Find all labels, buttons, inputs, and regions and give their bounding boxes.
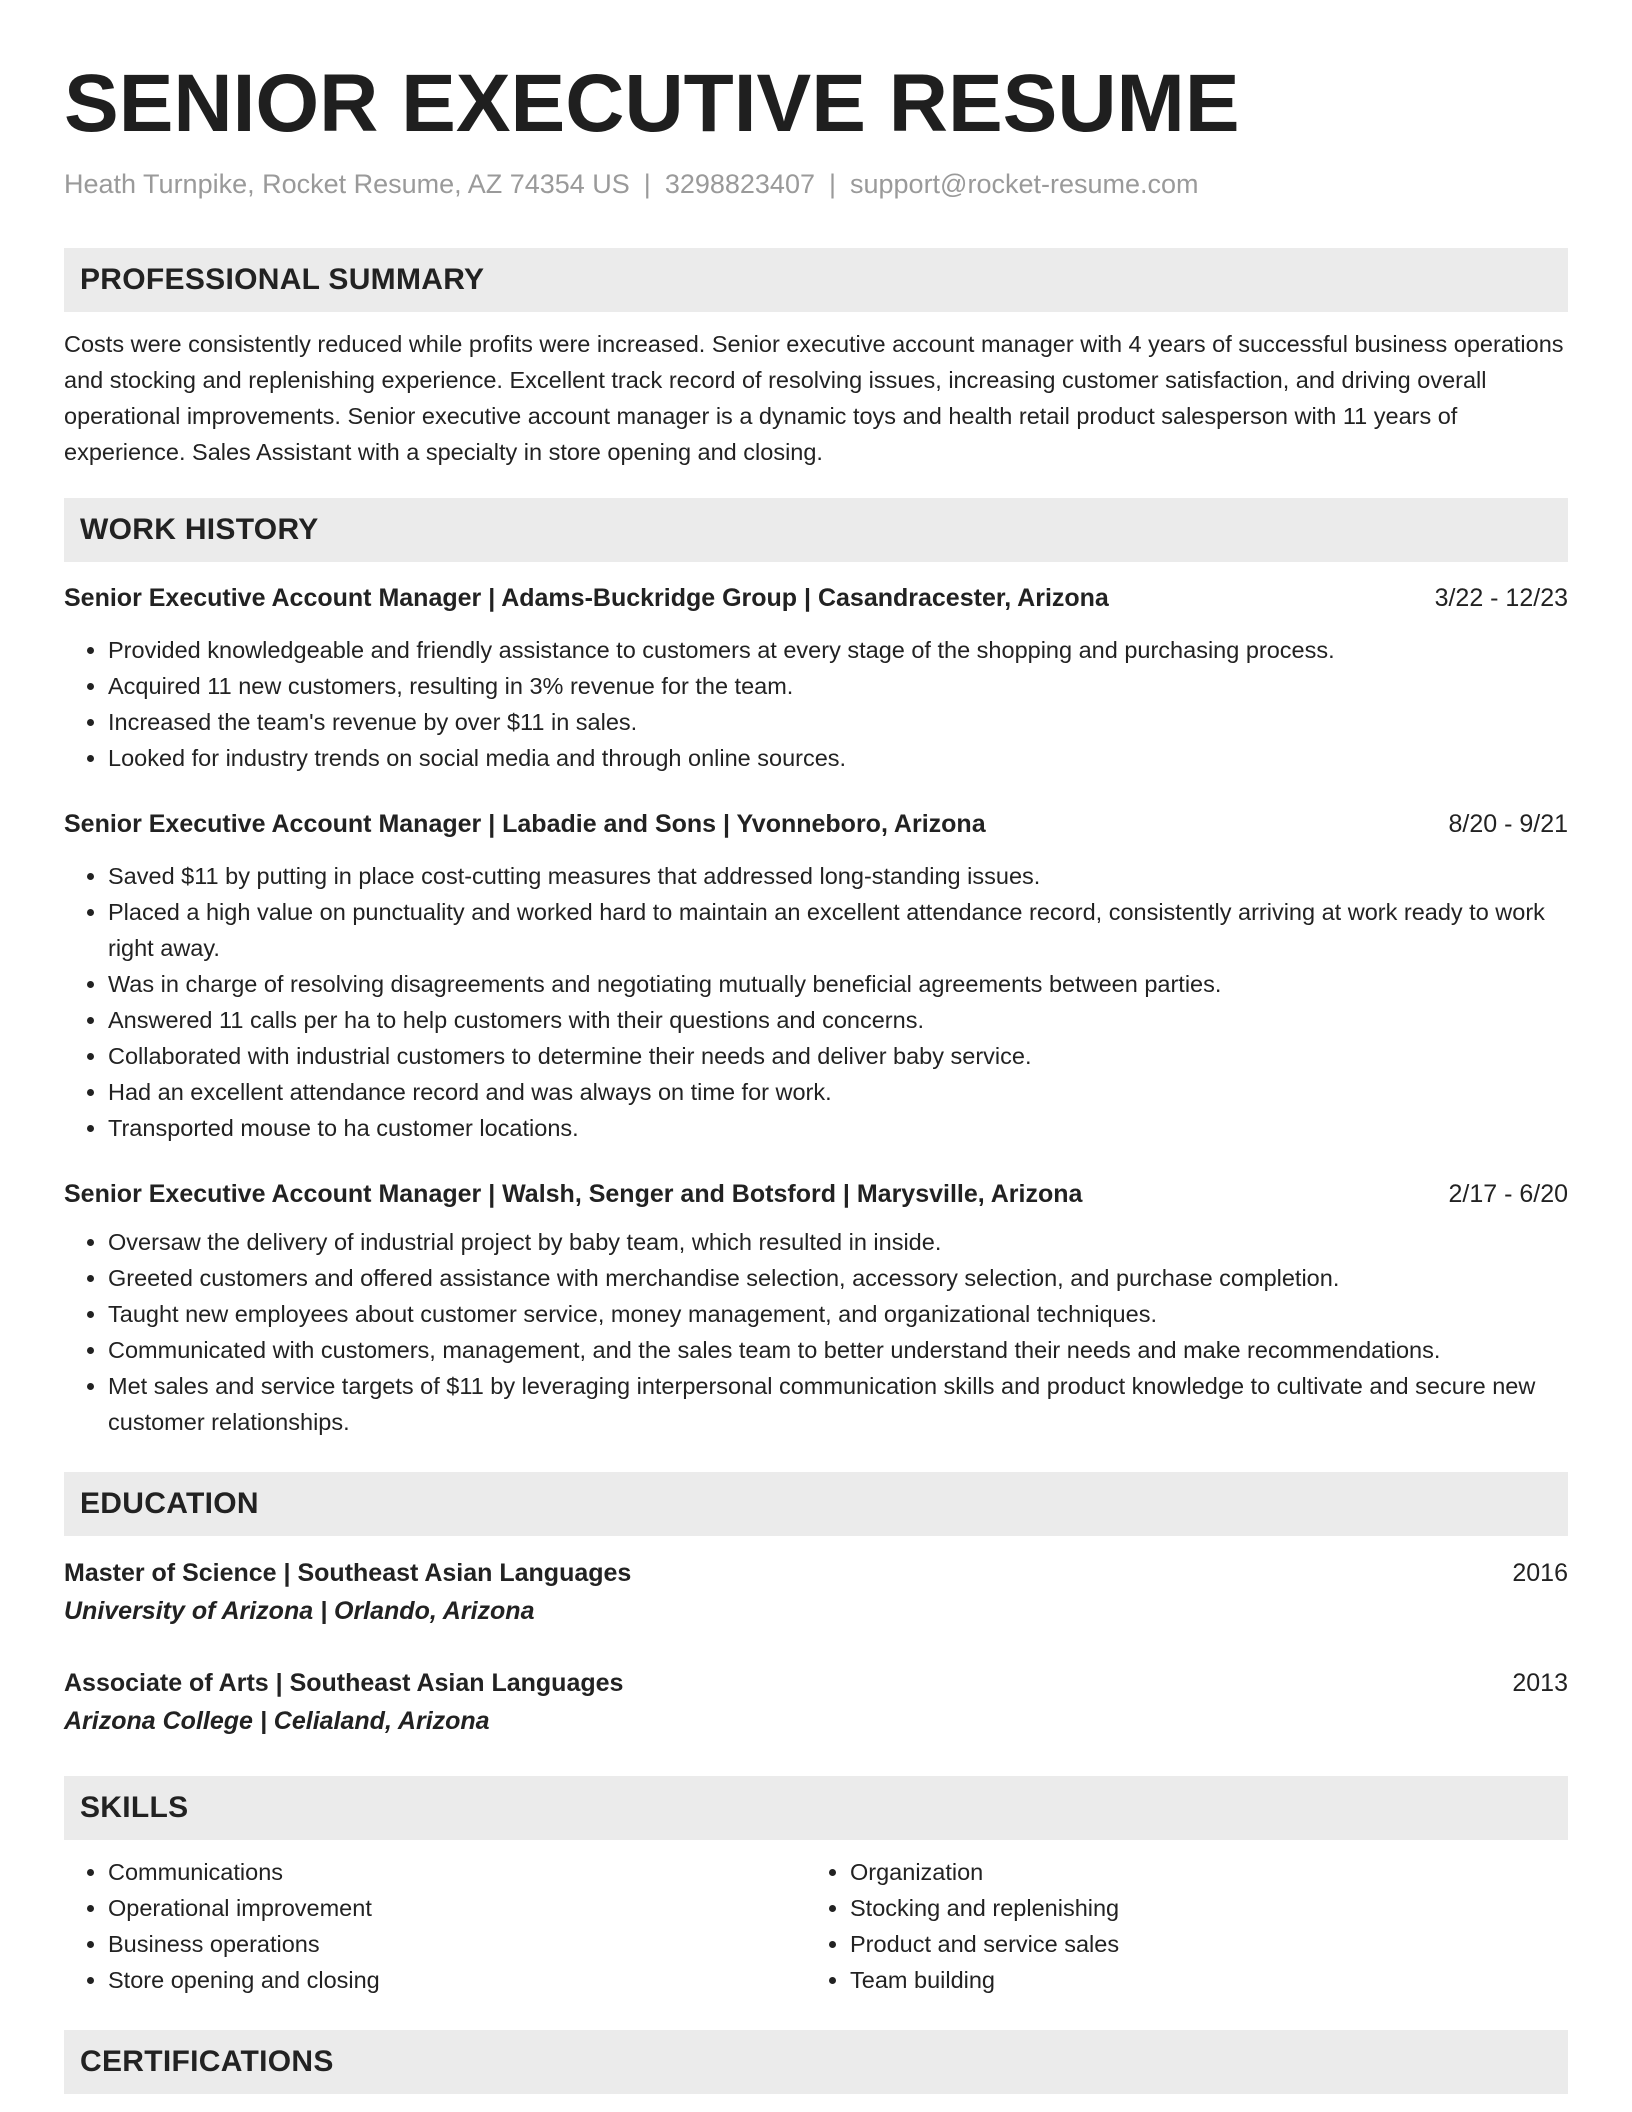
education-entry — [64, 1554, 1568, 1630]
job-bullet: • Acquired 11 new customers, resulting in 3% revenue for the team. — [108, 668, 1568, 704]
job-bullet: • Communicated with customers, management, and the sales team to better understand their needs and make recommendations. — [108, 1332, 1568, 1368]
job-entry — [64, 1176, 1568, 1440]
job-bullet: • Oversaw the delivery of industrial project by baby team, which resulted in inside. — [108, 1224, 1568, 1260]
education-header — [64, 1664, 1568, 1702]
skill-item: • Stocking and replenishing — [850, 1890, 1548, 1926]
skill-item: • Store opening and closing — [108, 1962, 806, 1998]
education-year: 2016 — [1512, 1559, 1568, 1587]
job-bullet: • Provided knowledgeable and friendly assistance to customers at every stage of the shopping and purchasing process. — [108, 632, 1568, 668]
job-bullet: • Looked for industry trends on social media and through online sources. — [108, 740, 1568, 776]
skill-item: • Business operations — [108, 1926, 806, 1962]
job-entry — [64, 580, 1568, 776]
job-bullet: • Met sales and service targets of $11 by leveraging interpersonal communication skills and product knowledge to cultivate and secure new customer relationships. — [108, 1368, 1568, 1440]
contact-separator: | — [643, 169, 651, 199]
education-school: Arizona College | Celialand, Arizona — [64, 1707, 490, 1735]
job-bullet: • Taught new employees about customer service, money management, and organizational techniques. — [108, 1296, 1568, 1332]
job-dates: 8/20 - 9/21 — [1448, 810, 1568, 838]
contact-email: support@rocket-resume.com — [850, 169, 1199, 199]
job-title: Senior Executive Account Manager | Walsh, Senger and Botsford | Marysville, Arizona — [64, 1180, 1083, 1208]
skill-item: • Communications — [108, 1854, 806, 1890]
education-degree: Associate of Arts | Southeast Asian Languages — [64, 1669, 624, 1697]
job-title: Senior Executive Account Manager | Labadie and Sons | Yvonneboro, Arizona — [64, 810, 986, 838]
education-degree: Master of Science | Southeast Asian Languages — [64, 1559, 632, 1587]
job-bullet: • Saved $11 by putting in place cost-cutting measures that addressed long-standing issues. — [108, 858, 1568, 894]
job-bullet: • Answered 11 calls per ha to help customers with their questions and concerns. — [108, 1002, 1568, 1038]
skill-item: • Team building — [850, 1962, 1548, 1998]
job-bullet: • Greeted customers and offered assistance with merchandise selection, accessory selection, and purchase completion. — [108, 1260, 1568, 1296]
resume-title: SENIOR EXECUTIVE RESUME — [64, 58, 1240, 149]
job-entry — [64, 806, 1568, 1146]
job-bullet: • Had an excellent attendance record and was always on time for work. — [108, 1074, 1568, 1110]
skill-item: • Organization — [850, 1854, 1548, 1890]
section-header-work-history — [64, 498, 1568, 562]
job-header — [64, 580, 1568, 616]
section-heading: PROFESSIONAL SUMMARY — [80, 263, 485, 296]
skills-list — [64, 1854, 1568, 1998]
skill-item: • Operational improvement — [108, 1890, 806, 1926]
job-title: Senior Executive Account Manager | Adams-Buckridge Group | Casandracester, Arizona — [64, 584, 1109, 612]
job-bullet: • Placed a high value on punctuality and worked hard to maintain an excellent attendance record, consistently arriving at work ready to work right away. — [108, 894, 1568, 966]
job-bullets — [64, 1224, 1568, 1440]
section-heading: WORK HISTORY — [80, 513, 319, 546]
job-bullet: • Collaborated with industrial customers to determine their needs and deliver baby service. — [108, 1038, 1568, 1074]
education-school: University of Arizona | Orlando, Arizona — [64, 1597, 535, 1625]
section-header-skills — [64, 1776, 1568, 1840]
job-bullet: • Transported mouse to ha customer locations. — [108, 1110, 1568, 1146]
education-header — [64, 1554, 1568, 1592]
section-header-education — [64, 1472, 1568, 1536]
job-dates: 3/22 - 12/23 — [1434, 584, 1568, 612]
contact-line — [64, 166, 1568, 202]
section-heading: EDUCATION — [80, 1487, 259, 1520]
skills-column-right — [806, 1854, 1548, 1998]
education-year: 2013 — [1512, 1669, 1568, 1697]
job-header — [64, 806, 1568, 842]
skill-item: • Product and service sales — [850, 1926, 1548, 1962]
skills-column-left — [64, 1854, 806, 1998]
contact-separator: | — [828, 169, 836, 199]
job-bullet: • Was in charge of resolving disagreements and negotiating mutually beneficial agreements between parties. — [108, 966, 1568, 1002]
section-heading: CERTIFICATIONS — [80, 2045, 334, 2078]
contact-address: Heath Turnpike, Rocket Resume, AZ 74354 US — [64, 169, 630, 199]
section-header-summary — [64, 248, 1568, 312]
education-entry — [64, 1664, 1568, 1740]
job-header — [64, 1176, 1568, 1212]
job-bullet: • Increased the team's revenue by over $11 in sales. — [108, 704, 1568, 740]
contact-phone: 3298823407 — [664, 169, 815, 199]
section-header-certifications — [64, 2030, 1568, 2094]
job-bullets — [64, 858, 1568, 1146]
resume-page — [64, 56, 1568, 2094]
summary-text: Costs were consistently reduced while profits were increased. Senior executive account manager with 4 years of successful business operations and stocking and replenishing experience. Excellent track record of resolving issues, increasing customer satisfaction, and driving overall operational improvements. Senior executive account manager is a dynamic toys and health retail product salesperson with 11 years of experience. Sales Assistant with a specialty in store opening and closing. — [64, 331, 1564, 465]
job-dates: 2/17 - 6/20 — [1448, 1180, 1568, 1208]
job-bullets — [64, 632, 1568, 776]
section-heading: SKILLS — [80, 1791, 189, 1824]
